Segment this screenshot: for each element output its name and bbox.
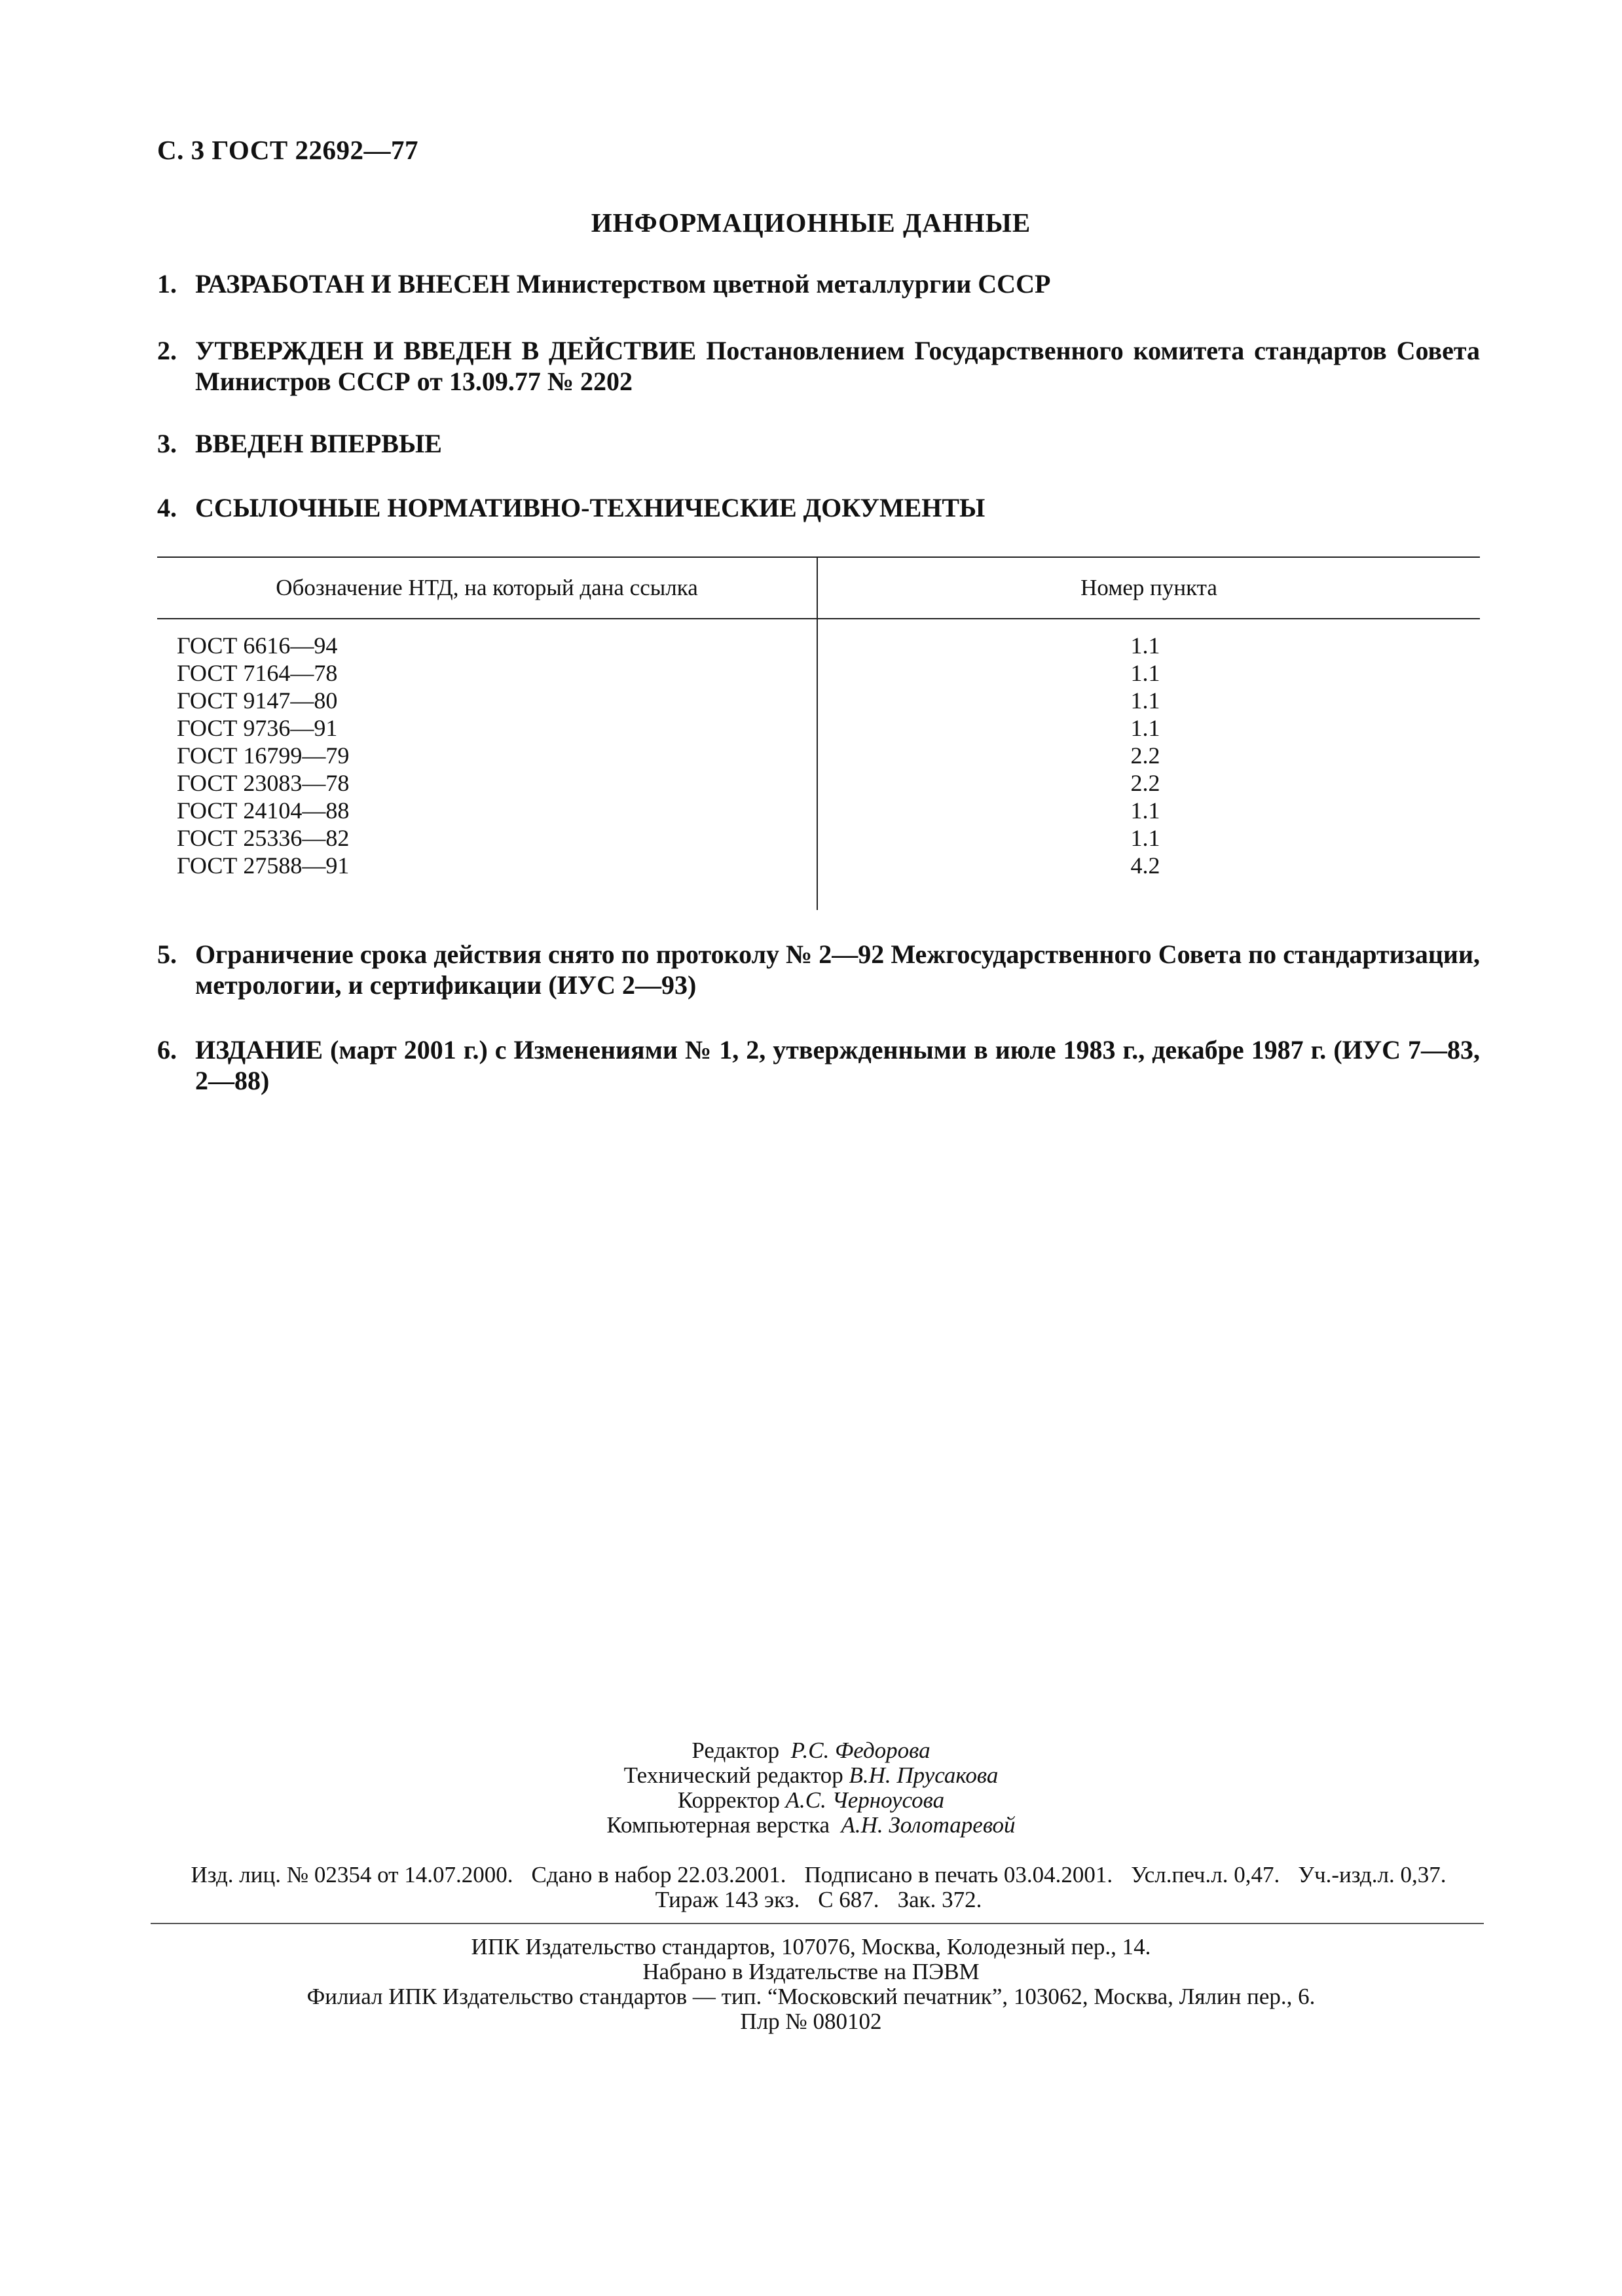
- credit-layout: [0, 1813, 1622, 1838]
- info-item-1: [157, 268, 1480, 299]
- publication-typeset: Сдано в набор 22.03.2001.: [531, 1862, 786, 1887]
- info-item-text: ССЫЛОЧНЫЕ НОРМАТИВНО-ТЕХНИЧЕСКИЕ ДОКУМЕНТЫ: [195, 493, 986, 522]
- info-item-number: 6.: [157, 1035, 177, 1065]
- info-item-number: 1.: [157, 269, 177, 299]
- info-item-number: 3.: [157, 429, 177, 458]
- table-header-rule: [157, 618, 1480, 619]
- publication-print-run: Тираж 143 экз.: [655, 1887, 800, 1912]
- table-header-item: Номер пункта: [1080, 575, 1217, 600]
- publication-line-1: [157, 1863, 1480, 1887]
- printer-line-3: Филиал ИПК Издательство стандартов — тип. “Московский печатник”, 103062, Москва, Лялин пер., 6.: [306, 1984, 1316, 2009]
- table-cell-doc: ГОСТ 24104—88: [177, 797, 350, 824]
- publication-license: Изд. лиц. № 02354 от 14.07.2000.: [191, 1862, 513, 1887]
- credit-role: Корректор: [677, 1787, 780, 1813]
- credit-editor: [0, 1738, 1622, 1763]
- table-cell-doc: ГОСТ 6616—94: [177, 632, 338, 659]
- table-cell-doc: ГОСТ 23083—78: [177, 770, 350, 796]
- table-header-doc: Обозначение НТД, на который дана ссылка: [276, 575, 698, 600]
- table-cell-item: 1.1: [1130, 797, 1160, 824]
- info-item-5: [157, 939, 1480, 1000]
- printer-line-2: Набрано в Издательстве на ПЭВМ: [642, 1959, 980, 1984]
- table-cell-doc: ГОСТ 9147—80: [177, 687, 338, 714]
- info-item-number: 2.: [157, 336, 177, 365]
- reference-documents-table: [157, 556, 1480, 910]
- table-column-divider: [817, 556, 818, 910]
- publication-line-2: [157, 1887, 1480, 1912]
- info-item-3: [157, 428, 1480, 459]
- credit-role: Компьютерная верстка: [606, 1812, 830, 1838]
- table-cell-doc: ГОСТ 9736—91: [177, 715, 338, 741]
- table-top-rule: [157, 556, 1480, 558]
- table-cell-doc: ГОСТ 16799—79: [177, 742, 350, 769]
- info-item-text: Ограничение срока действия снято по протоколу № 2—92 Межгосударственного Совета по стандартизации, метрологии, и сертификации (ИУС 2—93): [195, 939, 1480, 1000]
- table-cell-item: 2.2: [1130, 742, 1160, 769]
- editorial-credits: [0, 1738, 1622, 1838]
- table-cell-doc: ГОСТ 25336—82: [177, 825, 350, 851]
- table-cell-doc: ГОСТ 27588—91: [177, 852, 350, 879]
- credit-person: В.Н. Прусакова: [849, 1762, 999, 1788]
- credit-role: Технический редактор: [623, 1762, 843, 1788]
- credit-tech-editor: [0, 1763, 1622, 1788]
- credit-proofreader: [0, 1788, 1622, 1813]
- credit-role: Редактор: [691, 1738, 780, 1763]
- credit-person: Р.С. Федорова: [790, 1738, 931, 1763]
- table-cell-item: 1.1: [1130, 715, 1160, 741]
- info-item-text: УТВЕРЖДЕН И ВВЕДЕН В ДЕЙСТВИЕ Постановлением Государственного комитета стандартов Совета Министров СССР от 13.09.77 № 2202: [195, 336, 1480, 396]
- publication-print-sheets: Усл.печ.л. 0,47.: [1131, 1862, 1280, 1887]
- publication-signed: Подписано в печать 03.04.2001.: [804, 1862, 1113, 1887]
- publication-code: С 687.: [818, 1887, 879, 1912]
- credit-person: А.Н. Золотаревой: [841, 1812, 1016, 1838]
- info-item-4: [157, 492, 1480, 523]
- info-item-2: [157, 335, 1480, 397]
- printer-info: [0, 1935, 1622, 2034]
- table-cell-item: 2.2: [1130, 770, 1160, 796]
- table-cell-item: 1.1: [1130, 687, 1160, 714]
- info-item-6: [157, 1034, 1480, 1096]
- table-cell-item: 1.1: [1130, 632, 1160, 659]
- footer-divider: [151, 1923, 1484, 1924]
- printer-line-1: ИПК Издательство стандартов, 107076, Москва, Колодезный пер., 14.: [471, 1934, 1151, 1959]
- document-title: ИНФОРМАЦИОННЫЕ ДАННЫЕ: [591, 208, 1031, 238]
- info-item-text: РАЗРАБОТАН И ВНЕСЕН Министерством цветной металлургии СССР: [195, 269, 1051, 299]
- info-item-number: 5.: [157, 939, 177, 969]
- info-item-text: ИЗДАНИЕ (март 2001 г.) с Изменениями № 1, 2, утвержденными в июле 1983 г., декабре 1987 г. (ИУС 7—83, 2—88): [195, 1035, 1480, 1095]
- info-item-number: 4.: [157, 493, 177, 522]
- table-cell-item: 1.1: [1130, 825, 1160, 851]
- table-cell-item: 1.1: [1130, 660, 1160, 686]
- page-header: С. 3 ГОСТ 22692—77: [157, 135, 419, 165]
- publication-order: Зак. 372.: [897, 1887, 982, 1912]
- printer-line-4: Плр № 080102: [740, 2009, 882, 2034]
- table-cell-doc: ГОСТ 7164—78: [177, 660, 338, 686]
- table-column-doc: [177, 632, 349, 879]
- credit-person: А.С. Черноусова: [785, 1787, 945, 1813]
- info-item-text: ВВЕДЕН ВПЕРВЫЕ: [195, 429, 442, 458]
- table-cell-item: 4.2: [1130, 852, 1160, 879]
- publication-info: [157, 1863, 1480, 1912]
- publication-pub-sheets: Уч.-изд.л. 0,37.: [1298, 1862, 1447, 1887]
